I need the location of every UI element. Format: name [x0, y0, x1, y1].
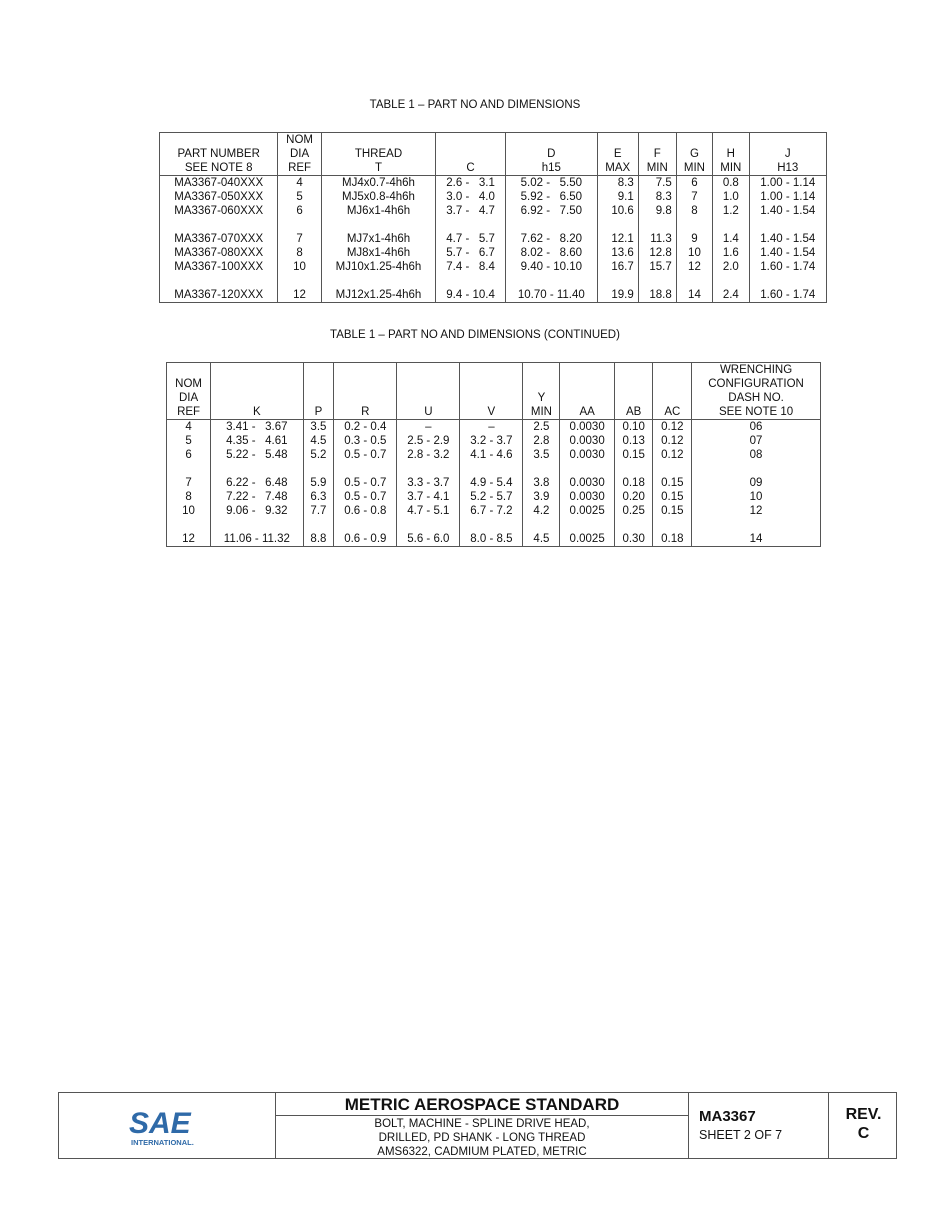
table1-caption: TABLE 1 – PART NO AND DIMENSIONS [369, 99, 581, 111]
table1-cell: 1.60 - 1.74 [749, 288, 826, 303]
table1-header-cell: G MIN [676, 133, 712, 176]
table1-cell: 1.4 [713, 232, 749, 246]
table2-cell: 4.9 - 5.4 [460, 476, 523, 490]
table2-cell: 0.12 [653, 434, 692, 448]
table2-cell: 06 [692, 420, 821, 435]
table2-header-cell: P [303, 363, 334, 420]
table2-cell: – [460, 420, 523, 435]
table2-cell: 10 [167, 504, 211, 518]
table1-header-cell: J H13 [749, 133, 826, 176]
table2-header-cell: NOM DIA REF [167, 363, 211, 420]
table2-cell: 4 [167, 420, 211, 435]
table2-cell: 8.8 [303, 532, 334, 547]
table1-cell: 7.5 [638, 176, 676, 191]
table2-cell: 7.22 - 7.48 [211, 490, 303, 504]
table2-cell: 5.22 - 5.48 [211, 448, 303, 462]
table2-cell: 7 [167, 476, 211, 490]
table1-cell: MA3367-080XXX [160, 246, 278, 260]
table2-part-dimensions-continued [166, 362, 821, 547]
table1-cell: 10.6 [597, 204, 638, 218]
table1-cell: 10 [676, 246, 712, 260]
table1-cell: 8 [278, 246, 321, 260]
table-row [160, 246, 827, 260]
table2-cell: 2.5 [523, 420, 560, 435]
table2-header-cell: AC [653, 363, 692, 420]
table-row [167, 420, 821, 435]
table2-cell: 6.7 - 7.2 [460, 504, 523, 518]
table1-header-row [160, 133, 827, 176]
title-cell [276, 1093, 689, 1158]
table2-header-cell: U [397, 363, 460, 420]
table1-cell: MA3367-070XXX [160, 232, 278, 246]
table-row [160, 190, 827, 204]
table2-cell: 4.1 - 4.6 [460, 448, 523, 462]
table1-cell: MA3367-040XXX [160, 176, 278, 191]
table2-cell: 5.2 [303, 448, 334, 462]
revision-cell [829, 1093, 898, 1158]
table-row [167, 434, 821, 448]
table2-cell: 2.8 [523, 434, 560, 448]
table1-cell: 10.70 - 11.40 [505, 288, 597, 303]
logo-cell [59, 1093, 276, 1158]
description-line: AMS6322, CADMIUM PLATED, METRIC [377, 1146, 587, 1158]
sae-logo-mark: SAE [129, 1107, 191, 1140]
table2-header-cell: R [334, 363, 397, 420]
table2-cell: 0.6 - 0.9 [334, 532, 397, 547]
table1-cell: MJ4x0.7-4h6h [321, 176, 436, 191]
table2-cell: 0.13 [614, 434, 653, 448]
table1-cell: 5.92 - 6.50 [505, 190, 597, 204]
table2-cell: 0.18 [614, 476, 653, 490]
document-number: MA3367 [699, 1108, 756, 1125]
table1-cell: 18.8 [638, 288, 676, 303]
table1-cell: 1.60 - 1.74 [749, 260, 826, 274]
table2-cell: 3.9 [523, 490, 560, 504]
table1-cell: 3.7 - 4.7 [436, 204, 506, 218]
table1-cell: 16.7 [597, 260, 638, 274]
table1-header-cell: E MAX [597, 133, 638, 176]
table2-cell: 8 [167, 490, 211, 504]
table2-cell: 2.5 - 2.9 [397, 434, 460, 448]
table2-cell: 3.41 - 3.67 [211, 420, 303, 435]
table1-cell: MJ8x1-4h6h [321, 246, 436, 260]
table1-cell: MJ12x1.25-4h6h [321, 288, 436, 303]
table1-part-dimensions [159, 132, 827, 303]
table2-cell: 12 [692, 504, 821, 518]
row-spacer [167, 518, 821, 532]
table1-cell: 7.62 - 8.20 [505, 232, 597, 246]
table2-cell: 0.0025 [560, 504, 614, 518]
table2-cell: 4.5 [303, 434, 334, 448]
sae-logo [59, 1093, 276, 1160]
table2-cell: 0.15 [653, 504, 692, 518]
table1-cell: 15.7 [638, 260, 676, 274]
table2-cell: 7.7 [303, 504, 334, 518]
table1-cell: 2.0 [713, 260, 749, 274]
table2-header-cell: K [211, 363, 303, 420]
table1-cell: MJ6x1-4h6h [321, 204, 436, 218]
table2-header-cell: AA [560, 363, 614, 420]
table1-cell: 4.7 - 5.7 [436, 232, 506, 246]
table2-cell: 4.5 [523, 532, 560, 547]
table2-cell: 0.0030 [560, 434, 614, 448]
row-spacer [160, 274, 827, 288]
table1-cell: 3.0 - 4.0 [436, 190, 506, 204]
table2-cell: 0.12 [653, 420, 692, 435]
table1-cell: MA3367-100XXX [160, 260, 278, 274]
table1-cell: 5 [278, 190, 321, 204]
table2-cell: – [397, 420, 460, 435]
table2-cell: 6 [167, 448, 211, 462]
table2-cell: 5.2 - 5.7 [460, 490, 523, 504]
row-spacer [160, 218, 827, 232]
table2-cell: 0.18 [653, 532, 692, 547]
table1-header-cell: D h15 [505, 133, 597, 176]
table2-cell: 0.0030 [560, 476, 614, 490]
table1-header-cell: PART NUMBER SEE NOTE 8 [160, 133, 278, 176]
table2-header-cell: V [460, 363, 523, 420]
table2-cell: 3.3 - 3.7 [397, 476, 460, 490]
table-row [160, 288, 827, 303]
table2-cell: 3.5 [523, 448, 560, 462]
table-row [160, 260, 827, 274]
sheet-number: SHEET 2 OF 7 [699, 1128, 783, 1142]
table2-cell: 10 [692, 490, 821, 504]
table1-cell: 12 [676, 260, 712, 274]
table2-cell: 0.5 - 0.7 [334, 490, 397, 504]
row-spacer [167, 462, 821, 476]
table-row [160, 176, 827, 191]
table2-cell: 0.15 [614, 448, 653, 462]
table1-cell: 8 [676, 204, 712, 218]
table2-cell: 6.3 [303, 490, 334, 504]
table2-cell: 6.22 - 6.48 [211, 476, 303, 490]
table2-cell: 0.2 - 0.4 [334, 420, 397, 435]
table1-cell: 10 [278, 260, 321, 274]
table2-cell: 12 [167, 532, 211, 547]
table2-cell: 3.2 - 3.7 [460, 434, 523, 448]
table1-cell: 1.00 - 1.14 [749, 176, 826, 191]
table1-header-cell: F MIN [638, 133, 676, 176]
sae-logo-subtitle: INTERNATIONAL. [131, 1138, 194, 1147]
table1-cell: 6 [676, 176, 712, 191]
table2-cell: 0.0030 [560, 420, 614, 435]
table1-cell: MA3367-060XXX [160, 204, 278, 218]
table1-cell: 6.92 - 7.50 [505, 204, 597, 218]
description-line: BOLT, MACHINE - SPLINE DRIVE HEAD, [374, 1118, 590, 1130]
table1-cell: 7.4 - 8.4 [436, 260, 506, 274]
table-row [167, 476, 821, 490]
table1-cell: 1.6 [713, 246, 749, 260]
table2-cell: 0.5 - 0.7 [334, 476, 397, 490]
table2-cell: 3.7 - 4.1 [397, 490, 460, 504]
table1-cell: 9.4 - 10.4 [436, 288, 506, 303]
table2-cell: 2.8 - 3.2 [397, 448, 460, 462]
table2-cell: 5 [167, 434, 211, 448]
table1-cell: 5.02 - 5.50 [505, 176, 597, 191]
table2-cell: 0.0030 [560, 448, 614, 462]
table-row [167, 490, 821, 504]
table1-cell: 4 [278, 176, 321, 191]
table1-cell: 8.3 [597, 176, 638, 191]
standard-title: METRIC AEROSPACE STANDARD [276, 1093, 688, 1116]
table2-cell: 0.6 - 0.8 [334, 504, 397, 518]
table-row [167, 532, 821, 547]
table2-cell: 09 [692, 476, 821, 490]
table2-cell: 11.06 - 11.32 [211, 532, 303, 547]
table1-cell: 9.40 - 10.10 [505, 260, 597, 274]
revision-label: REV. [845, 1106, 882, 1123]
table2-cell: 5.6 - 6.0 [397, 532, 460, 547]
table1-cell: MJ7x1-4h6h [321, 232, 436, 246]
table1-cell: 12.1 [597, 232, 638, 246]
table2-cell: 0.3 - 0.5 [334, 434, 397, 448]
table2-cell: 0.0025 [560, 532, 614, 547]
table1-header-cell: NOM DIA REF [278, 133, 321, 176]
table1-cell: MJ10x1.25-4h6h [321, 260, 436, 274]
table1-cell: 14 [676, 288, 712, 303]
table2-header-cell: WRENCHING CONFIGURATION DASH NO. SEE NOTE 10 [692, 363, 821, 420]
table1-cell: 2.6 - 3.1 [436, 176, 506, 191]
table1-cell: 0.8 [713, 176, 749, 191]
table1-cell: 7 [278, 232, 321, 246]
description-line: DRILLED, PD SHANK - LONG THREAD [378, 1132, 586, 1144]
table1-cell: 1.40 - 1.54 [749, 246, 826, 260]
table-row [160, 232, 827, 246]
table1-cell: 9 [676, 232, 712, 246]
table1-cell: 1.0 [713, 190, 749, 204]
table1-cell: 1.00 - 1.14 [749, 190, 826, 204]
table2-cell: 0.0030 [560, 490, 614, 504]
document-number-cell [689, 1093, 829, 1158]
table2-cell: 0.20 [614, 490, 653, 504]
table2-header-row [167, 363, 821, 420]
table-row [167, 504, 821, 518]
table1-cell: 12 [278, 288, 321, 303]
table1-header-cell: C [436, 133, 506, 176]
table-row [160, 204, 827, 218]
table2-header-cell: Y MIN [523, 363, 560, 420]
table1-cell: 12.8 [638, 246, 676, 260]
table2-cell: 14 [692, 532, 821, 547]
table1-cell: 2.4 [713, 288, 749, 303]
table1-cell: 1.40 - 1.54 [749, 232, 826, 246]
table2-cell: 0.30 [614, 532, 653, 547]
table1-cell: 7 [676, 190, 712, 204]
table1-cell: 6 [278, 204, 321, 218]
table1-cell: 1.40 - 1.54 [749, 204, 826, 218]
table2-cell: 0.5 - 0.7 [334, 448, 397, 462]
table1-cell: 1.2 [713, 204, 749, 218]
table2-header-cell: AB [614, 363, 653, 420]
table2-cell: 4.7 - 5.1 [397, 504, 460, 518]
table-row [167, 448, 821, 462]
table2-cell: 5.9 [303, 476, 334, 490]
table2-cell: 0.15 [653, 476, 692, 490]
table2-cell: 4.35 - 4.61 [211, 434, 303, 448]
table1-cell: 13.6 [597, 246, 638, 260]
table2-cell: 9.06 - 9.32 [211, 504, 303, 518]
table2-cell: 08 [692, 448, 821, 462]
table1-cell: 9.8 [638, 204, 676, 218]
table2-cell: 4.2 [523, 504, 560, 518]
part-description [276, 1116, 688, 1159]
table2-cell: 0.10 [614, 420, 653, 435]
table1-cell: 19.9 [597, 288, 638, 303]
table1-cell: 8.3 [638, 190, 676, 204]
table2-cell: 0.15 [653, 490, 692, 504]
table2-cell: 8.0 - 8.5 [460, 532, 523, 547]
table1-cell: MJ5x0.8-4h6h [321, 190, 436, 204]
title-block [58, 1092, 897, 1159]
table1-cell: 8.02 - 8.60 [505, 246, 597, 260]
table2-cell: 0.25 [614, 504, 653, 518]
table1-cell: 5.7 - 6.7 [436, 246, 506, 260]
table1-cell: MA3367-120XXX [160, 288, 278, 303]
table2-caption: TABLE 1 – PART NO AND DIMENSIONS (CONTINUED) [330, 329, 620, 341]
table2-cell: 07 [692, 434, 821, 448]
table1-header-cell: H MIN [713, 133, 749, 176]
table1-cell: 9.1 [597, 190, 638, 204]
table1-header-cell: THREAD T [321, 133, 436, 176]
table1-cell: 11.3 [638, 232, 676, 246]
revision-value: C [857, 1125, 870, 1142]
table2-cell: 3.5 [303, 420, 334, 435]
table2-cell: 3.8 [523, 476, 560, 490]
table2-cell: 0.12 [653, 448, 692, 462]
table1-cell: MA3367-050XXX [160, 190, 278, 204]
